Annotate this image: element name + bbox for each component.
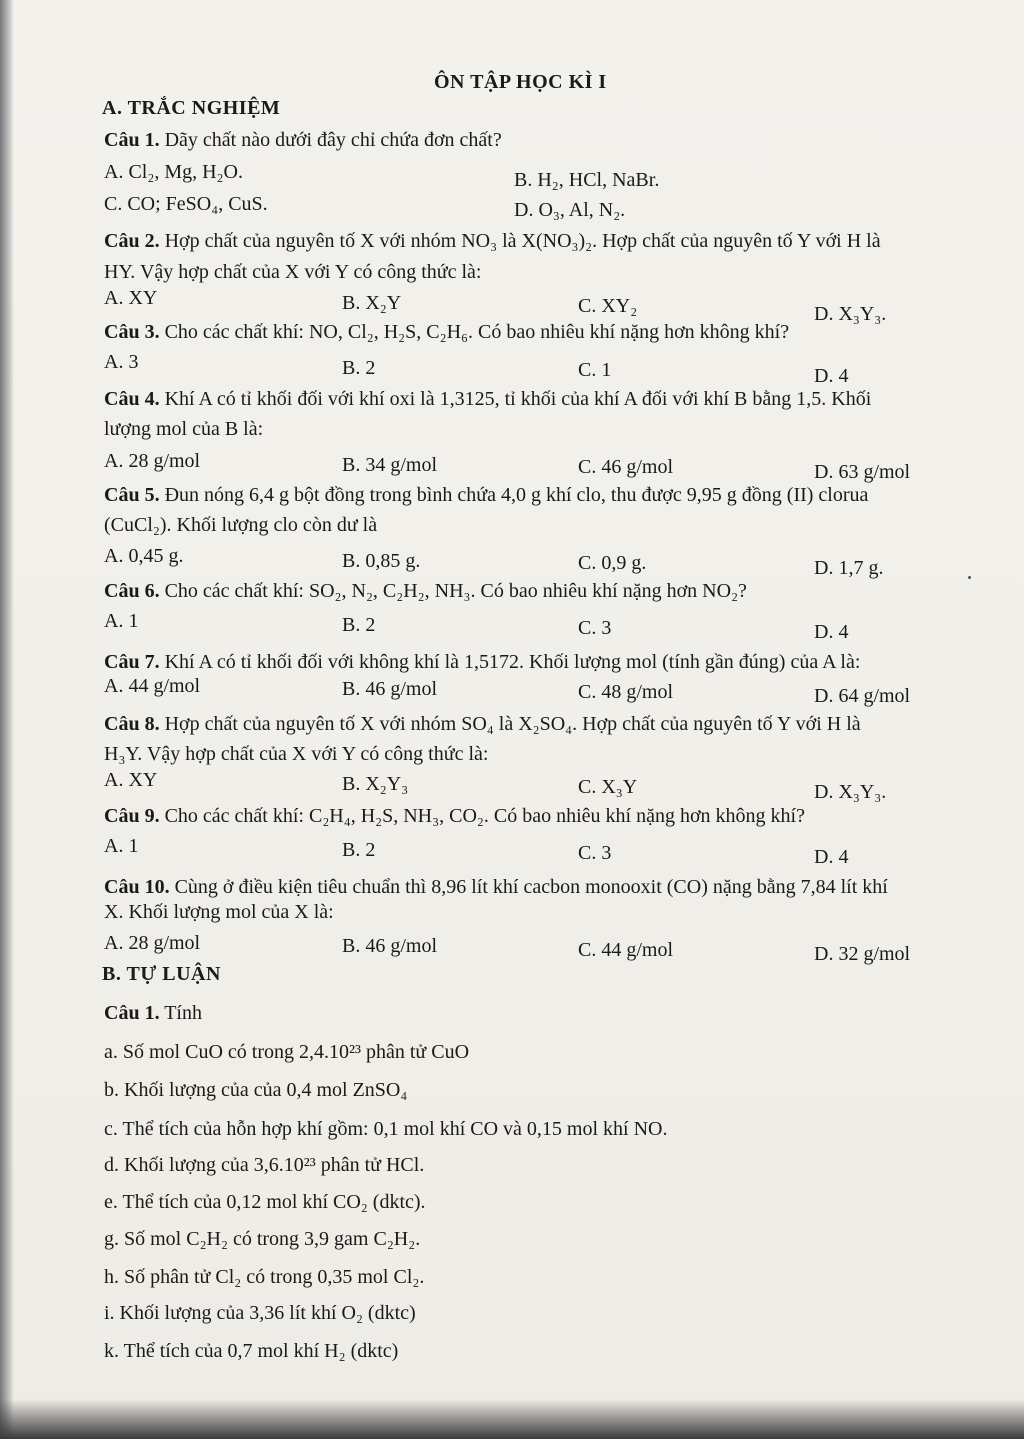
essay-label: Câu 1. (104, 1002, 160, 1024)
question-text: Hợp chất của nguyên tố X với nhóm SO₄ là X₂SO₄. Hợp chất của nguyên tố Y với H là (164, 713, 861, 735)
speck (968, 576, 971, 579)
essay-item-b: b. Khối lượng của của 0,4 mol ZnSO₄ (104, 1079, 408, 1101)
q3-option-a: A. 3 (104, 351, 139, 373)
essay-item-i: i. Khối lượng của 3,36 lít khí O₂ (dktc) (104, 1302, 416, 1324)
question-label: Câu 9. (104, 805, 160, 827)
essay-question-1 (104, 1003, 202, 1023)
question-2 (104, 231, 881, 251)
question-10 (104, 877, 888, 897)
section-a-heading: A. TRẮC NGHIỆM (102, 97, 281, 119)
question-7 (104, 652, 860, 672)
question-5-line-2: (CuCl₂). Khối lượng clo còn dư là (104, 514, 378, 536)
question-label: Câu 4. (104, 388, 160, 410)
question-3 (104, 322, 789, 342)
question-text: Khí A có tỉ khối đối với không khí là 1,5172. Khối lượng mol (tính gần đúng) của A là: (164, 651, 861, 673)
question-8 (104, 714, 861, 734)
q8-option-a: A. XY (104, 769, 158, 791)
question-text: Cho các chất khí: C₂H₄, H₂S, NH₃, CO₂. Có bao nhiêu khí nặng hơn không khí? (164, 805, 805, 827)
q7-option-b: B. 46 g/mol (342, 678, 438, 700)
q1-option-d: D. O₃, Al, N₂. (514, 199, 626, 221)
question-label: Câu 10. (104, 876, 170, 898)
q9-option-a: A. 1 (104, 835, 139, 857)
q2-option-b: B. X₂Y (342, 292, 402, 314)
q10-option-d: D. 32 g/mol (814, 943, 911, 965)
q2-option-d: D. X₃Y₃. (814, 303, 887, 325)
question-10-line-2: X. Khối lượng mol của X là: (104, 901, 334, 923)
question-text: Cho các chất khí: SO₂, N₂, C₂H₂, NH₃. Có bao nhiêu khí nặng hơn NO₂? (164, 580, 747, 602)
q2-option-c: C. XY₂ (578, 295, 638, 317)
q10-option-b: B. 46 g/mol (342, 935, 438, 957)
question-1 (104, 130, 502, 150)
essay-item-c: c. Thể tích của hỗn hợp khí gồm: 0,1 mol khí CO và 0,15 mol khí NO. (104, 1118, 668, 1140)
q7-option-c: C. 48 g/mol (578, 681, 674, 703)
q5-option-d: D. 1,7 g. (814, 557, 884, 579)
question-text: Đun nóng 6,4 g bột đồng trong bình chứa 4,0 g khí clo, thu được 9,95 g đồng (II) clorua (164, 484, 869, 506)
question-label: Câu 7. (104, 651, 160, 673)
page-title: ÔN TẬP HỌC KÌ I (434, 71, 607, 93)
q4-option-b: B. 34 g/mol (342, 454, 438, 476)
question-4-line-2: lượng mol của B là: (104, 418, 264, 440)
question-text: Cùng ở điều kiện tiêu chuẩn thì 8,96 lít khí cacbon monooxit (CO) nặng bằng 7,84 lít khí (174, 876, 888, 898)
q3-option-b: B. 2 (342, 357, 376, 379)
question-2-line-2: HY. Vậy hợp chất của X với Y có công thức là: (104, 261, 482, 283)
question-text: Cho các chất khí: NO, Cl₂, H₂S, C₂H₆. Có bao nhiêu khí nặng hơn không khí? (164, 321, 790, 343)
q4-option-c: C. 46 g/mol (578, 456, 674, 478)
section-b-heading: B. TỰ LUẬN (102, 963, 221, 985)
q1-option-b: B. H₂, HCl, NaBr. (514, 169, 660, 191)
q7-option-a: A. 44 g/mol (104, 675, 201, 697)
essay-item-a: a. Số mol CuO có trong 2,4.10²³ phân tử CuO (104, 1041, 470, 1063)
q9-option-b: B. 2 (342, 839, 376, 861)
q6-option-b: B. 2 (342, 614, 376, 636)
q5-option-b: B. 0,85 g. (342, 550, 421, 572)
q5-option-a: A. 0,45 g. (104, 545, 184, 567)
essay-item-k: k. Thể tích của 0,7 mol khí H₂ (dktc) (104, 1340, 399, 1362)
question-6 (104, 581, 747, 601)
q9-option-c: C. 3 (578, 842, 612, 864)
q5-option-c: C. 0,9 g. (578, 552, 647, 574)
page-shadow-left (0, 0, 14, 1439)
essay-item-g: g. Số mol C₂H₂ có trong 3,9 gam C₂H₂. (104, 1228, 421, 1250)
question-8-line-2: H₃Y. Vậy hợp chất của X với Y có công thức là: (104, 743, 489, 765)
question-text: Khí A có tỉ khối đối với khí oxi là 1,3125, tỉ khối của khí A đối với khí B bằng 1,5. Khối (164, 388, 872, 410)
page-shadow-bottom (0, 1399, 1024, 1439)
question-text: Dãy chất nào dưới đây chỉ chứa đơn chất? (164, 129, 502, 151)
q4-option-d: D. 63 g/mol (814, 461, 911, 483)
q2-option-a: A. XY (104, 287, 158, 309)
q4-option-a: A. 28 g/mol (104, 450, 201, 472)
question-5 (104, 485, 868, 505)
essay-intro: Tính (164, 1002, 202, 1024)
q8-option-c: C. X₃Y (578, 776, 638, 798)
question-label: Câu 1. (104, 129, 160, 151)
essay-item-h: h. Số phân tử Cl₂ có trong 0,35 mol Cl₂. (104, 1266, 425, 1288)
q9-option-d: D. 4 (814, 846, 849, 868)
q3-option-d: D. 4 (814, 365, 849, 387)
question-4 (104, 389, 871, 409)
q10-option-c: C. 44 g/mol (578, 939, 674, 961)
question-label: Câu 5. (104, 484, 160, 506)
essay-item-e: e. Thể tích của 0,12 mol khí CO₂ (dktc). (104, 1191, 426, 1213)
question-label: Câu 6. (104, 580, 160, 602)
question-label: Câu 8. (104, 713, 160, 735)
q10-option-a: A. 28 g/mol (104, 932, 201, 954)
q1-option-c: C. CO; FeSO₄, CuS. (104, 193, 268, 215)
q7-option-d: D. 64 g/mol (814, 685, 911, 707)
q8-option-b: B. X₂Y₃ (342, 773, 409, 795)
q6-option-d: D. 4 (814, 621, 849, 643)
q3-option-c: C. 1 (578, 359, 612, 381)
question-9 (104, 806, 805, 826)
q8-option-d: D. X₃Y₃. (814, 781, 887, 803)
essay-item-d: d. Khối lượng của 3,6.10²³ phân tử HCl. (104, 1154, 425, 1176)
question-text: Hợp chất của nguyên tố X với nhóm NO₃ là X(NO₃)₂. Hợp chất của nguyên tố Y với H là (164, 230, 881, 252)
q1-option-a: A. Cl₂, Mg, H₂O. (104, 161, 243, 183)
q6-option-a: A. 1 (104, 610, 139, 632)
question-label: Câu 2. (104, 230, 160, 252)
question-label: Câu 3. (104, 321, 160, 343)
q6-option-c: C. 3 (578, 617, 612, 639)
